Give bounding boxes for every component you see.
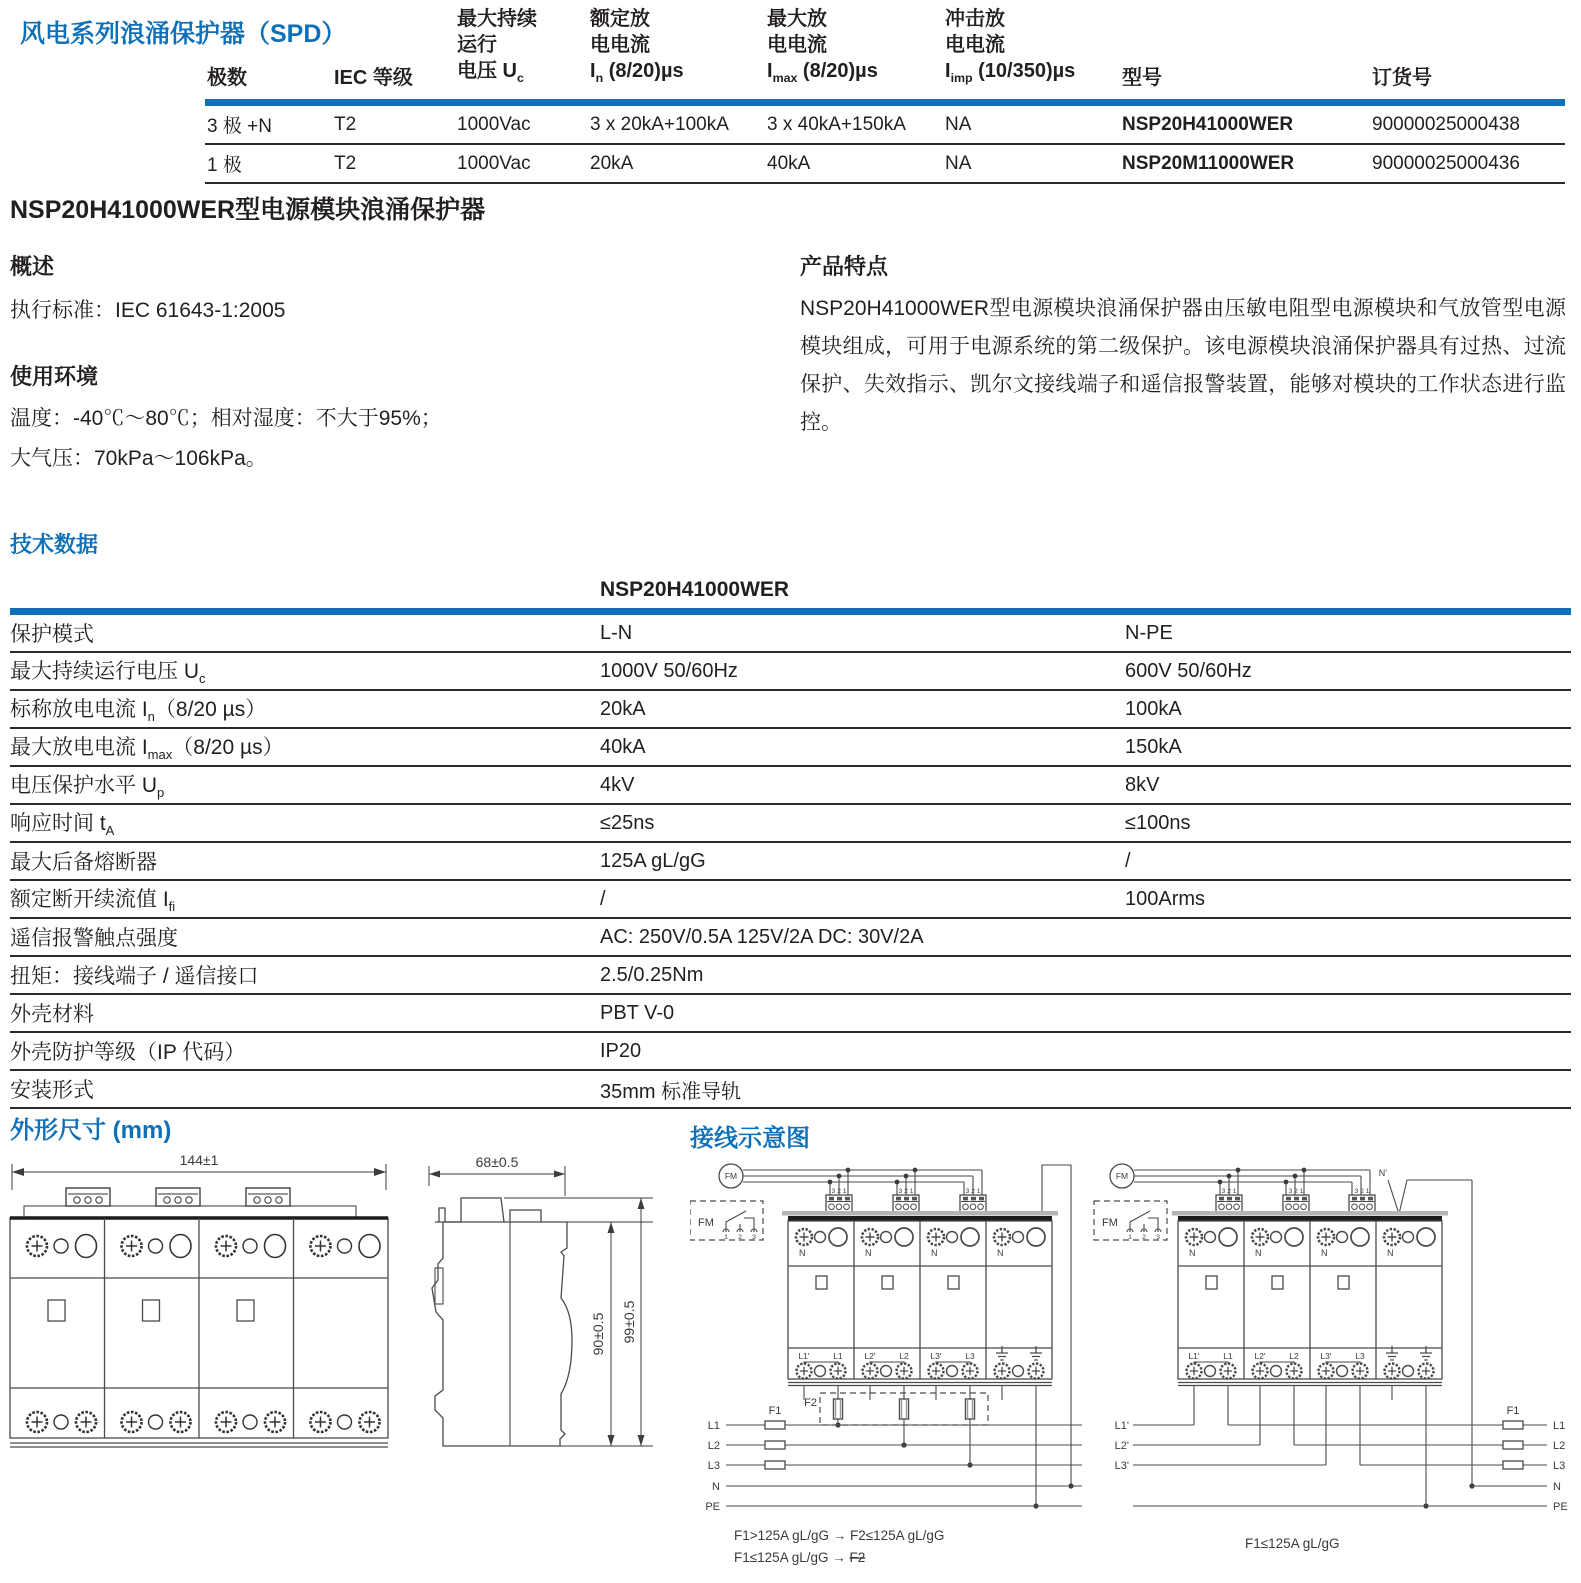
cell-imax: 3 x 40kA+150kA — [767, 113, 906, 135]
bus-label: N — [1553, 1481, 1561, 1493]
side-view-drawing — [415, 1150, 675, 1470]
features-heading: 产品特点 — [800, 254, 889, 279]
cell-iec: T2 — [334, 152, 357, 174]
spd-module — [928, 1228, 979, 1379]
contact-pin-label: 2 — [738, 1234, 742, 1241]
spd-module — [1318, 1228, 1369, 1379]
table-row — [10, 880, 1571, 918]
tech-header-empty — [10, 568, 600, 612]
n-terminal-label: N — [1321, 1248, 1328, 1258]
tech-table-body — [10, 612, 1571, 1109]
tech-value-ln: 125A gL/gG — [600, 849, 706, 872]
table-row — [10, 1070, 1571, 1108]
tech-value-npe — [1125, 918, 1571, 956]
terminal-label: L3 — [965, 1351, 975, 1361]
tech-label: 最大后备熔断器 — [10, 851, 157, 874]
terminal-label: L1' — [798, 1351, 810, 1361]
terminal-label: L2' — [864, 1351, 876, 1361]
fm-contact-box — [1094, 1201, 1167, 1241]
contact-pin-label: 1 — [724, 1234, 728, 1241]
tech-label: 电压保护水平 $U_p$ — [10, 774, 165, 801]
tech-value-ln: ≤25ns — [600, 811, 655, 834]
bus-label: L3 — [707, 1460, 720, 1472]
bus-label: PE — [1553, 1501, 1568, 1513]
tech-value-npe: 8kV — [1125, 773, 1160, 796]
tech-value-ln: 40kA — [600, 735, 646, 758]
height-dimension-outer — [504, 1198, 653, 1446]
terminal-label: L2 — [1289, 1351, 1299, 1361]
cell-uc: 1000Vac — [457, 113, 531, 135]
spd-module-npe — [1384, 1228, 1435, 1379]
cell-imax: 40kA — [767, 152, 811, 174]
tech-value-ln: 4kV — [600, 773, 635, 796]
tech-value-ln: AC: 250V/0.5A 125V/2A DC: 30V/2A — [600, 925, 924, 948]
fm-box-label: FM — [1102, 1217, 1118, 1229]
cell-iimp: NA — [945, 152, 972, 174]
wiring-diagram-1pole — [1085, 1148, 1581, 1583]
fm-remote-monitor — [1110, 1164, 1134, 1188]
contact-pin-label: 3 — [1156, 1234, 1160, 1241]
table-row — [205, 103, 1565, 145]
n-prime-label: N' — [1378, 1168, 1387, 1178]
terminal-label: L2' — [1254, 1351, 1266, 1361]
terminal-label: L1 — [1223, 1351, 1233, 1361]
tech-value-npe — [1125, 956, 1571, 994]
spd-module — [862, 1228, 913, 1379]
col-header-order: 订货号 — [1372, 67, 1432, 89]
cell-uc: 1000Vac — [457, 152, 531, 174]
side-width-dim-label: 68±0.5 — [475, 1154, 519, 1170]
signal-terminal-blocks — [826, 1188, 986, 1212]
tech-value-npe: 600V 50/60Hz — [1125, 659, 1252, 682]
terminal-label: L3' — [930, 1351, 942, 1361]
page-title: 风电系列浪涌保护器（SPD） — [20, 20, 347, 48]
col-header-uc: 最大持续 运行 电压 $U_c$ — [457, 8, 537, 85]
tech-value-npe: 100kA — [1125, 697, 1182, 720]
table-row — [10, 918, 1571, 956]
side-height-outer-label: 99±0.5 — [621, 1300, 637, 1344]
terminal-label: L3' — [1320, 1351, 1332, 1361]
terminal-label: L1 — [833, 1351, 843, 1361]
environment-line1: 温度：-40℃～80℃；相对湿度：不大于95%； — [10, 407, 442, 430]
cell-in: 3 x 20kA+100kA — [590, 113, 729, 135]
tech-value-npe: 150kA — [1125, 735, 1182, 758]
struck-f2: F2 — [849, 1550, 866, 1565]
tech-data-heading: 技术数据 — [10, 532, 99, 557]
signal-terminal-blocks — [1216, 1188, 1375, 1212]
bus-label: PE — [705, 1501, 720, 1513]
table-row — [10, 994, 1571, 1032]
wiring-heading: 接线示意图 — [690, 1125, 810, 1152]
terminal-label: L1' — [1188, 1351, 1200, 1361]
tech-value-npe: ≤100ns — [1125, 811, 1191, 834]
col-header-iimp: 冲击放 电电流 $I_{imp}$ (10/350)µs — [945, 8, 1076, 85]
bus-label: L2 — [1553, 1440, 1566, 1452]
tech-header-model: NSP20H41000WER — [600, 578, 790, 601]
tech-value-npe: N-PE — [1125, 621, 1173, 644]
selection-table-header-row — [205, 6, 1565, 103]
fm-contact-box — [690, 1201, 763, 1241]
bus-label: N — [712, 1481, 720, 1493]
n-terminal-label: N — [1387, 1248, 1394, 1258]
selection-table — [205, 6, 1565, 184]
dimensions-heading: 外形尺寸 (mm) — [10, 1117, 172, 1144]
f2-label: F2 — [804, 1397, 817, 1409]
f1-label: F1 — [1506, 1405, 1520, 1417]
f1-label: F1 — [768, 1405, 782, 1417]
cell-model: NSP20M11000WER — [1122, 152, 1295, 174]
tech-value-npe — [1125, 1070, 1571, 1108]
tech-label: 遥信报警触点强度 — [10, 927, 178, 950]
table-row — [10, 766, 1571, 804]
fm-label: FM — [724, 1171, 738, 1181]
tech-value-ln: IP20 — [600, 1039, 642, 1062]
overview-text: 执行标准：IEC 61643-1:2005 — [10, 299, 286, 322]
block-pins-label: 3 2 1 — [898, 1188, 914, 1195]
cell-order: 90000025000438 — [1372, 113, 1520, 135]
table-row — [10, 1032, 1571, 1070]
indicator-window — [48, 1300, 65, 1321]
mains-buses — [705, 1405, 1082, 1513]
spd-module — [1186, 1228, 1237, 1379]
spd-drops — [804, 1386, 1074, 1509]
features-text: NSP20H41000WER型电源模块浪涌保护器由压敏电阻型电源模块和气放管型电源模块组成，可用于电源系统的第二级保护。该电源模块浪涌保护器具有过热、过流保护、失效指示、凯尔文接线端子和遥信报警装置，能够对模块的工作状态进行监控。 — [800, 297, 1566, 434]
contact-pin-label: 2 — [1142, 1234, 1146, 1241]
cell-iimp: NA — [945, 113, 972, 135]
indicator-window — [816, 1276, 827, 1289]
environment-heading: 使用环境 — [10, 364, 99, 389]
tech-label: 外壳防护等级（IP 代码） — [10, 1041, 246, 1064]
table-row — [10, 956, 1571, 994]
fuse-rule: F1≤125A gL/gG — [1245, 1536, 1340, 1551]
cell-poles: 1 极 — [207, 155, 242, 176]
product-title: NSP20H41000WER型电源模块浪涌保护器 — [10, 196, 486, 224]
tech-value-npe: / — [1125, 849, 1131, 872]
mains-buses — [1115, 1405, 1568, 1513]
tech-data-table — [10, 568, 1571, 1109]
front-width-dim-label: 144±1 — [179, 1152, 219, 1168]
terminal-label: L3 — [1355, 1351, 1365, 1361]
tech-value-ln: PBT V-0 — [600, 1001, 675, 1024]
wiring-diagram-3pole — [690, 1148, 1085, 1583]
n-terminal-label: N — [931, 1248, 938, 1258]
cell-order: 90000025000436 — [1372, 152, 1520, 174]
f2-fuse-group — [804, 1393, 988, 1425]
height-dimension-inner — [567, 1222, 653, 1446]
tech-label: 响应时间 $t_A$ — [10, 812, 115, 839]
tech-value-ln: / — [600, 887, 606, 910]
table-row — [205, 144, 1565, 183]
cell-in: 20kA — [590, 152, 634, 174]
tech-value-ln: 35mm 标准导轨 — [600, 1080, 742, 1103]
col-header-iec: IEC 等级 — [334, 67, 413, 89]
indicator-window — [948, 1276, 959, 1289]
tech-value-npe — [1125, 1032, 1571, 1070]
tech-label: 额定断开续流值 $I_{fi}$ — [10, 888, 176, 915]
spd-module-npe — [994, 1228, 1045, 1379]
spd-module — [1252, 1228, 1303, 1379]
remote-signal-wires — [1134, 1168, 1370, 1195]
cell-poles: 3 极 +N — [207, 116, 272, 137]
tech-value-npe: 100Arms — [1125, 887, 1206, 910]
tech-label: 保护模式 — [10, 623, 94, 646]
front-view-drawing — [8, 1150, 393, 1470]
block-pins-label: 3 2 1 — [831, 1188, 847, 1195]
block-pins-label: 3 2 1 — [1354, 1188, 1370, 1195]
side-height-inner-label: 90±0.5 — [590, 1312, 606, 1356]
bus-label: L1 — [1553, 1420, 1566, 1432]
n-terminal-label: N — [799, 1248, 806, 1258]
n-terminal-label: N — [1189, 1248, 1196, 1258]
tech-header-empty — [1125, 568, 1571, 612]
tech-label: 扭矩：接线端子 / 遥信接口 — [10, 965, 259, 988]
contact-pin-label: 1 — [1128, 1234, 1132, 1241]
col-header-in: 额定放 电电流 $I_n$ (8/20)µs — [590, 8, 684, 85]
indicator-window — [1272, 1276, 1283, 1289]
bus-label: L1 — [707, 1420, 720, 1432]
col-header-model: 型号 — [1122, 67, 1162, 89]
spd-drops — [1194, 1386, 1429, 1509]
cell-model: NSP20H41000WER — [1122, 113, 1294, 135]
width-dimension — [429, 1154, 565, 1196]
fuse-rule-1: F1>125A gL/gG → F2≤125A gL/gG — [734, 1528, 945, 1543]
table-row — [10, 612, 1571, 653]
indicator-window — [882, 1276, 893, 1289]
col-header-imax: 最大放 电电流 $I_{max}$ (8/20)µs — [767, 8, 878, 85]
table-row — [10, 842, 1571, 880]
tech-label: 最大持续运行电压 $U_c$ — [10, 660, 206, 687]
fm-label: FM — [1115, 1171, 1129, 1181]
fm-remote-monitor — [719, 1164, 743, 1188]
spd-front-body — [10, 1188, 388, 1447]
table-row — [10, 804, 1571, 842]
cell-iec: T2 — [334, 113, 357, 135]
tech-label: 最大放电电流 $I_{max}(8/20$ µs） — [10, 736, 284, 763]
col-header-poles: 极数 — [207, 67, 247, 89]
fuse-rule-2: F1≤125A gL/gG → F2 — [734, 1550, 866, 1565]
indicator-window — [1338, 1276, 1349, 1289]
tech-value-ln: 1000V 50/60Hz — [600, 659, 738, 682]
bus-label: L2 — [707, 1440, 720, 1452]
tech-label: 安装形式 — [10, 1079, 94, 1102]
indicator-window — [237, 1300, 254, 1321]
spd-module — [796, 1228, 847, 1379]
environment-line2: 大气压：70kPa～106kPa。 — [10, 447, 267, 470]
remote-signal-wires — [743, 1168, 982, 1195]
bus-label: L2' — [1114, 1440, 1129, 1452]
table-row — [10, 690, 1571, 728]
table-row — [10, 652, 1571, 690]
width-dimension — [12, 1152, 386, 1190]
tech-value-ln: 20kA — [600, 697, 646, 720]
table-row — [10, 728, 1571, 766]
tech-label: 外壳材料 — [10, 1003, 94, 1026]
terminal-label: L2 — [899, 1351, 909, 1361]
tech-table-header-row — [10, 568, 1571, 612]
bus-label: L3' — [1114, 1460, 1129, 1472]
n-terminal-label: N — [865, 1248, 872, 1258]
spd-side-profile — [432, 1198, 572, 1446]
n-terminal-label: N — [1255, 1248, 1262, 1258]
tech-value-npe — [1125, 994, 1571, 1032]
tech-label: 标称放电电流 $I_n(8/20$ µs） — [10, 698, 267, 725]
bus-label: L3 — [1553, 1460, 1566, 1472]
block-pins-label: 3 2 1 — [965, 1188, 981, 1195]
contact-pin-label: 3 — [752, 1234, 756, 1241]
tech-value-ln: 2.5/0.25Nm — [600, 963, 704, 986]
fm-box-label: FM — [698, 1217, 714, 1229]
indicator-window — [143, 1300, 160, 1321]
block-pins-label: 3 2 1 — [1221, 1188, 1237, 1195]
indicator-window — [1206, 1276, 1217, 1289]
overview-heading: 概述 — [10, 254, 55, 279]
block-pins-label: 3 2 1 — [1288, 1188, 1304, 1195]
n-terminal-label: N — [997, 1248, 1004, 1258]
bus-label: L1' — [1114, 1420, 1129, 1432]
tech-value-ln: L-N — [600, 621, 633, 644]
